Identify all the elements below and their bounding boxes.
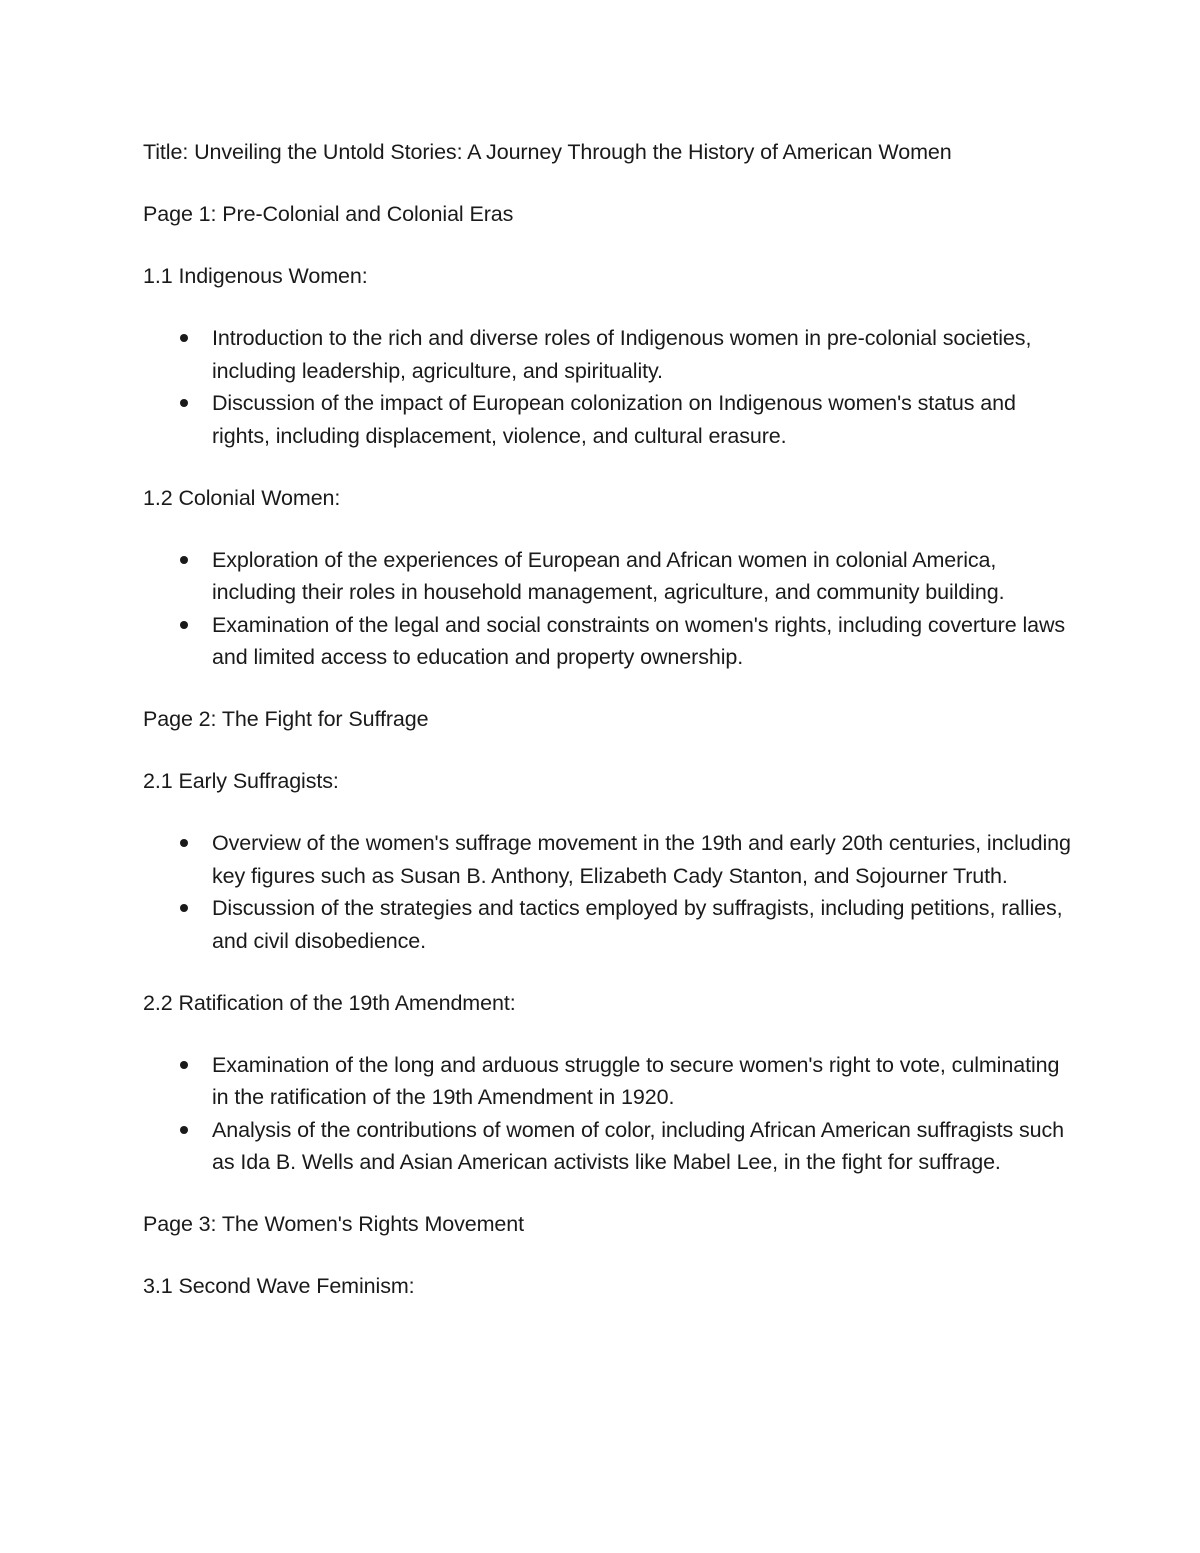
list-item <box>143 827 1073 892</box>
list-item-text: Examination of the legal and social constraints on women's rights, including coverture laws and limited access to education and property ownership. <box>212 612 1066 669</box>
list-item <box>143 322 1073 387</box>
bullet-list <box>143 1049 1073 1179</box>
bullet-icon <box>180 839 188 847</box>
list-item-text: Examination of the long and arduous struggle to secure women's right to vote, culminating in the ratification of the 19th Amendment in 1920. <box>212 1052 1060 1109</box>
bullet-icon <box>180 621 188 629</box>
section-heading: 1.1 Indigenous Women: <box>143 264 368 288</box>
bullet-list <box>143 827 1073 957</box>
list-item <box>143 1114 1073 1179</box>
list-item-text: Introduction to the rich and diverse roles of Indigenous women in pre-colonial societies, including leadership, agriculture, and spirituality. <box>212 326 1032 383</box>
bullet-list <box>143 544 1073 674</box>
bullet-icon <box>180 1126 188 1134</box>
section-heading: 2.2 Ratification of the 19th Amendment: <box>143 990 516 1015</box>
list-item-text: Analysis of the contributions of women of color, including African American suffragists such as Ida B. Wells and Asian American activists like Mabel Lee, in the fight for suffrage. <box>212 1117 1065 1174</box>
list-item <box>143 892 1073 957</box>
page-heading: Page 2: The Fight for Suffrage <box>143 707 429 731</box>
list-item <box>143 387 1073 452</box>
bullet-icon <box>180 556 188 564</box>
section-heading: 3.1 Second Wave Feminism: <box>143 1274 415 1298</box>
list-item-text: Overview of the women's suffrage movement in the 19th and early 20th centuries, including key figures such as Susan B. Anthony, Elizabeth Cady Stanton, and Sojourner Truth. <box>212 831 1071 888</box>
section-heading: 1.2 Colonial Women: <box>143 485 341 510</box>
bullet-icon <box>180 1061 188 1069</box>
list-item <box>143 544 1073 609</box>
bullet-icon <box>180 334 188 342</box>
list-item <box>143 1049 1073 1114</box>
page-heading: Page 1: Pre-Colonial and Colonial Eras <box>143 202 514 226</box>
document-body <box>143 136 1073 1332</box>
bullet-icon <box>180 399 188 407</box>
list-item <box>143 609 1073 674</box>
list-item-text: Exploration of the experiences of European and African women in colonial America, including their roles in household management, agriculture, and community building. <box>212 547 1005 604</box>
page-heading: Page 3: The Women's Rights Movement <box>143 1212 525 1236</box>
bullet-list <box>143 322 1073 452</box>
document-title: Title: Unveiling the Untold Stories: A Journey Through the History of American Women <box>143 140 952 164</box>
bullet-icon <box>180 904 188 912</box>
list-item-text: Discussion of the strategies and tactics employed by suffragists, including petitions, rallies, and civil disobedience. <box>212 896 1063 953</box>
section-heading: 2.1 Early Suffragists: <box>143 769 339 793</box>
list-item-text: Discussion of the impact of European colonization on Indigenous women's status and rights, including displacement, violence, and cultural erasure. <box>212 391 1016 448</box>
